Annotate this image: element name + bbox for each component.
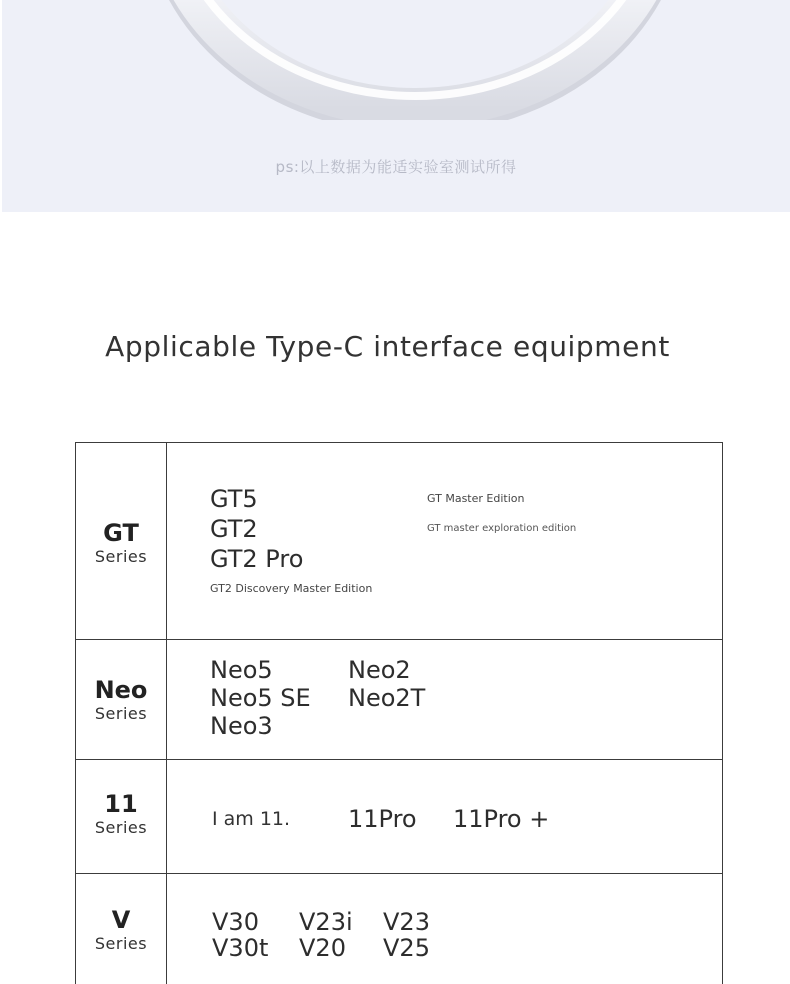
gt-series-models: [167, 443, 722, 640]
note-gt2-discovery: GT2 Discovery Master Edition: [210, 582, 373, 595]
model-neo2t: Neo2T: [348, 684, 426, 712]
model-v30: V30: [212, 908, 259, 936]
model-neo5-se: Neo5 SE: [210, 684, 311, 712]
model-gt2: GT2: [210, 515, 258, 543]
section-title: Applicable Type-C interface equipment: [105, 330, 670, 363]
series-subtitle: Series: [94, 704, 148, 723]
note-gt-exploration: GT master exploration edition: [427, 523, 577, 534]
series-name: GT: [103, 519, 139, 547]
neo-series-row: [75, 639, 723, 760]
series-name: V: [111, 906, 131, 934]
test-data-disclaimer: ps:以上数据为能适实验室测试所得: [275, 158, 517, 176]
eleven-series-models: [167, 760, 722, 874]
model-11pro: 11Pro: [348, 805, 417, 833]
model-v30t: V30t: [212, 934, 269, 962]
v-series-row: [75, 873, 723, 984]
model-neo3: Neo3: [210, 712, 273, 740]
neo-series-label: [76, 640, 167, 760]
eleven-series-row: [75, 759, 723, 874]
note-gt-master: GT Master Edition: [427, 492, 525, 505]
model-11pro-plus: 11Pro +: [453, 805, 550, 833]
gt-series-row: [75, 442, 723, 640]
model-i-am-11: I am 11.: [212, 808, 291, 830]
model-neo2: Neo2: [348, 656, 411, 684]
product-image-panel: [2, 0, 790, 212]
gt-series-label: [76, 443, 167, 640]
model-v25: V25: [383, 934, 430, 962]
model-v23i: V23i: [299, 908, 353, 936]
model-neo5: Neo5: [210, 656, 273, 684]
compatibility-table: [75, 442, 723, 962]
series-name: 11: [104, 790, 138, 818]
series-subtitle: Series: [94, 934, 148, 953]
series-subtitle: Series: [94, 547, 148, 566]
series-name: Neo: [94, 676, 148, 704]
cable-coil-image: [157, 0, 677, 120]
model-gt5: GT5: [210, 485, 258, 513]
model-gt2-pro: GT2 Pro: [210, 545, 304, 573]
eleven-series-label: [76, 760, 167, 874]
v-series-models: [167, 874, 722, 984]
series-subtitle: Series: [94, 818, 148, 837]
v-series-label: [76, 874, 167, 984]
model-v23: V23: [383, 908, 430, 936]
neo-series-models: [167, 640, 722, 760]
model-v20: V20: [299, 934, 346, 962]
